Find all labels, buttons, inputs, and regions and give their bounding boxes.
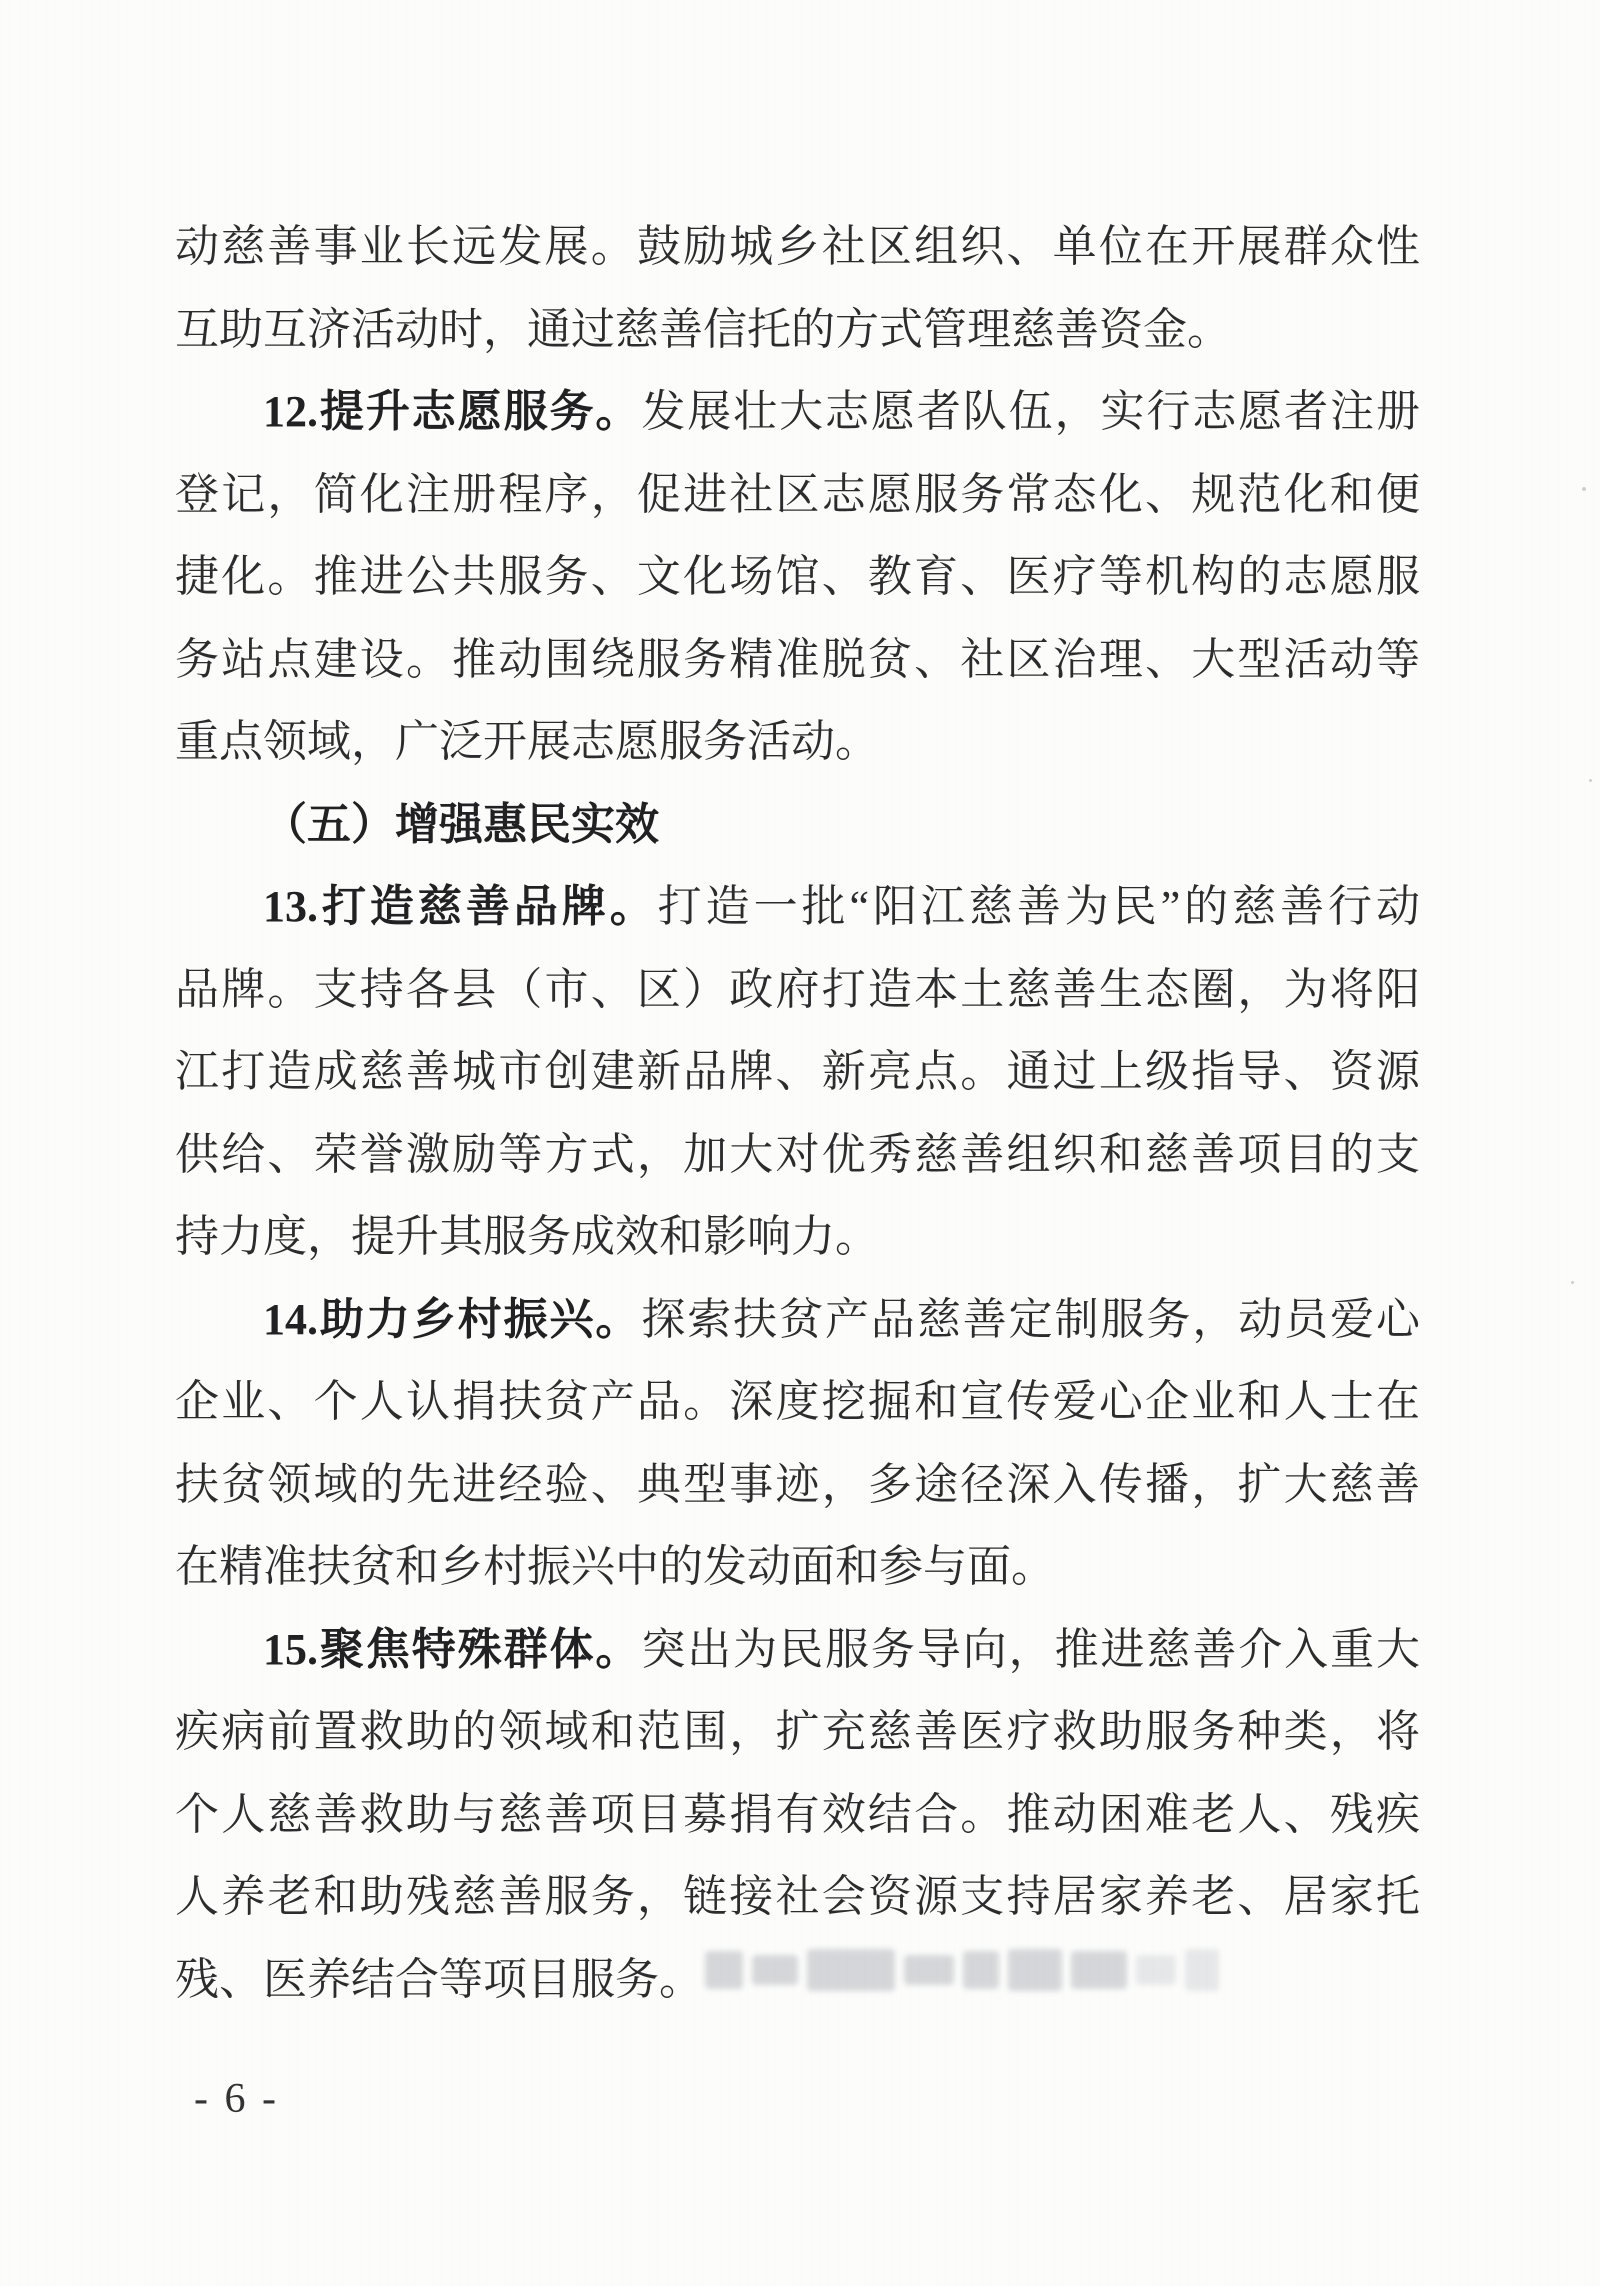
text-line	[175, 1609, 1420, 1692]
text-line	[175, 619, 1420, 702]
section-heading	[175, 784, 1420, 867]
body-text: 江打造成慈善城市创建新品牌、新亮点。通过上级指导、资源	[175, 1047, 1420, 1096]
body-text: 扶贫领域的先进经验、典型事迹，多途径深入传播，扩大慈善	[175, 1459, 1420, 1509]
paragraph	[175, 1279, 1420, 1609]
emphasis-text: 13.打造慈善品牌。	[263, 882, 658, 931]
body-text: 供给、荣誉激励等方式，加大对优秀慈善组织和慈善项目的支	[175, 1129, 1420, 1179]
paragraph	[175, 1609, 1420, 2022]
emphasis-text: （五）增强惠民实效	[263, 799, 659, 849]
text-line	[175, 1444, 1420, 1527]
text-line	[175, 1361, 1420, 1444]
text-line	[175, 1114, 1420, 1197]
text-line	[175, 371, 1420, 454]
scan-speck	[1582, 487, 1586, 491]
body-text: 人养老和助残慈善服务，链接社会资源支持居家养老、居家托	[175, 1872, 1420, 1921]
body-text: 企业、个人认捐扶贫产品。深度挖掘和宣传爱心企业和人士在	[175, 1377, 1420, 1426]
emphasis-text: 12.提升志愿服务。	[263, 387, 642, 436]
body-text: 互助互济活动时，通过慈善信托的方式管理慈善资金。	[175, 304, 1231, 354]
body-text: 个人慈善救助与慈善项目募捐有效结合。推动困难老人、残疾	[175, 1789, 1420, 1839]
text-line	[175, 1031, 1420, 1114]
text-line	[175, 701, 1420, 784]
text-line	[175, 866, 1420, 949]
text-line	[175, 289, 1420, 372]
paragraph	[175, 866, 1420, 1279]
text-line	[175, 536, 1420, 619]
body-text: 探索扶贫产品慈善定制服务，动员爱心	[641, 1294, 1421, 1344]
text-line	[175, 1774, 1420, 1857]
paragraph	[175, 206, 1420, 371]
text-line	[175, 1279, 1420, 1362]
text-line	[175, 784, 1420, 867]
paragraph	[175, 371, 1420, 784]
body-text: 打造一批“阳江慈善为民”的慈善行动	[657, 882, 1421, 931]
document-body	[175, 206, 1420, 2021]
scan-speck	[1589, 779, 1592, 782]
scan-speck	[1571, 1281, 1574, 1284]
body-text: 持力度，提升其服务成效和影响力。	[175, 1212, 879, 1261]
text-line	[175, 206, 1420, 289]
body-text: 突出为民服务导向，推进慈善介入重大	[641, 1624, 1421, 1674]
text-line	[175, 1939, 1420, 2022]
page-number: - 6 -	[194, 2076, 279, 2122]
body-text: 务站点建设。推动围绕服务精准脱贫、社区治理、大型活动等	[175, 634, 1420, 684]
text-line	[175, 1196, 1420, 1279]
emphasis-text: 14.助力乡村振兴。	[263, 1294, 642, 1344]
body-text: 在精准扶贫和乡村振兴中的发动面和参与面。	[175, 1542, 1055, 1591]
text-line	[175, 1691, 1420, 1774]
body-text: 登记，简化注册程序，促进社区志愿服务常态化、规范化和便	[175, 469, 1420, 519]
emphasis-text: 15.聚焦特殊群体。	[263, 1624, 642, 1674]
text-line	[175, 1526, 1420, 1609]
body-text: 捷化。推进公共服务、文化场馆、教育、医疗等机构的志愿服	[175, 552, 1420, 601]
text-line	[175, 949, 1420, 1032]
body-text: 品牌。支持各县（市、区）政府打造本土慈善生态圈，为将阳	[175, 964, 1420, 1014]
body-text: 残、医养结合等项目服务。	[175, 1954, 703, 2004]
text-line	[175, 1856, 1420, 1939]
body-text: 重点领域，广泛开展志愿服务活动。	[175, 717, 879, 766]
text-line	[175, 454, 1420, 537]
body-text: 动慈善事业长远发展。鼓励城乡社区组织、单位在开展群众性	[175, 222, 1420, 271]
body-text: 发展壮大志愿者队伍，实行志愿者注册	[641, 387, 1421, 436]
body-text: 疾病前置救助的领域和范围，扩充慈善医疗救助服务种类，将	[175, 1707, 1420, 1756]
